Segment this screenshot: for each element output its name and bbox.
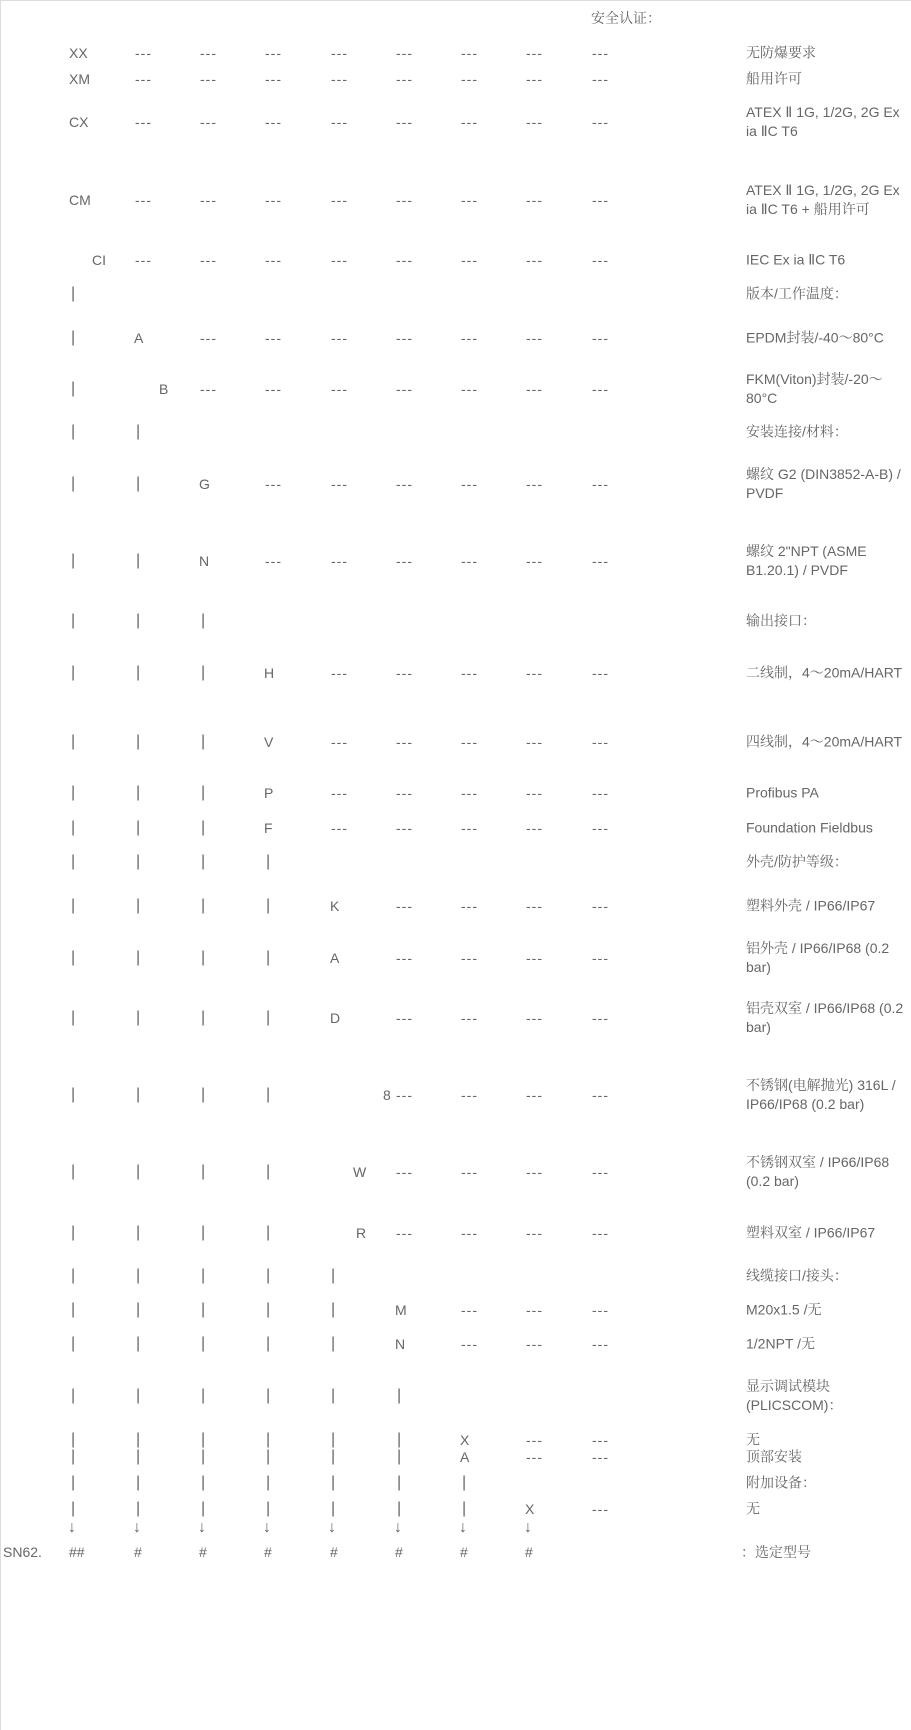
option-code: G [199,476,210,492]
placeholder-dash: --- [526,785,543,801]
placeholder-dash: --- [396,71,413,87]
connector-bar: | [71,1474,76,1491]
down-arrow-icon: ↓ [68,1519,76,1536]
option-code: B [159,381,169,397]
option-code: N [199,553,210,569]
connector-bar: | [266,1500,271,1517]
connector-bar: | [201,1500,206,1517]
placeholder-dash: --- [396,1010,413,1026]
placeholder-dash: --- [396,1225,413,1241]
placeholder-dash: --- [592,1336,609,1352]
connector-bar: | [266,1163,271,1180]
placeholder-dash: --- [592,1225,609,1241]
placeholder-dash: --- [592,1501,609,1517]
placeholder-dash: --- [592,1010,609,1026]
placeholder-dash: --- [331,71,348,87]
placeholder-dash: --- [461,71,478,87]
placeholder-dash: --- [461,820,478,836]
placeholder-dash: --- [200,192,217,208]
connector-bar: | [201,1431,206,1448]
placeholder-dash: --- [331,553,348,569]
option-description: 顶部安装 [746,1448,802,1465]
placeholder-dash: --- [461,476,478,492]
placeholder-dash: --- [461,665,478,681]
placeholder-dash: --- [331,45,348,61]
placeholder-dash: --- [265,71,282,87]
connector-bar: | [397,1387,402,1404]
placeholder-dash: --- [526,114,543,130]
placeholder-dash: --- [396,1087,413,1103]
code-placeholder: # [460,1544,468,1560]
placeholder-dash: --- [200,71,217,87]
connector-bar: | [266,1335,271,1352]
option-description: 铝壳双室 / IP66/IP68 (0.2 bar) [746,1000,904,1035]
connector-bar: | [201,1474,206,1491]
placeholder-dash: --- [135,252,152,268]
option-description: ATEX Ⅱ 1G, 1/2G, 2G Ex ia ⅡC T6 [746,104,900,139]
option-description: 铝外壳 / IP66/IP68 (0.2 bar) [746,940,890,975]
connector-bar: | [201,949,206,966]
section-heading: 安全认证： [591,10,661,26]
connector-bar: | [136,423,141,440]
option-description: 塑料双室 / IP66/IP67 [746,1224,876,1241]
down-arrow-icon: ↓ [459,1519,467,1536]
placeholder-dash: --- [461,898,478,914]
connector-bar: | [136,1335,141,1352]
connector-bar: | [71,819,76,836]
placeholder-dash: --- [331,665,348,681]
placeholder-dash: --- [526,665,543,681]
connector-bar: | [136,1267,141,1284]
connector-bar: | [71,1500,76,1517]
connector-bar: | [136,784,141,801]
placeholder-dash: --- [592,553,609,569]
connector-bar: | [397,1474,402,1491]
placeholder-dash: --- [461,1336,478,1352]
option-description: IEC Ex ia ⅡC T6 [746,251,846,268]
placeholder-dash: --- [461,252,478,268]
option-description: M20x1.5 /无 [746,1301,822,1318]
model-prefix: SN62. [3,1544,42,1560]
placeholder-dash: --- [526,45,543,61]
connector-bar: | [397,1448,402,1465]
placeholder-dash: --- [461,1010,478,1026]
option-description: 不锈钢(电解抛光) 316L / IP66/IP68 (0.2 bar) [746,1077,896,1112]
connector-bar: | [136,1431,141,1448]
connector-bar: | [71,1387,76,1404]
connector-bar: | [331,1500,336,1517]
connector-bar: | [201,1267,206,1284]
option-description: 四线制，4～20mA/HART [746,733,903,750]
connector-bar: | [266,897,271,914]
connector-bar: | [266,1301,271,1318]
placeholder-dash: --- [265,381,282,397]
placeholder-dash: --- [526,71,543,87]
placeholder-dash: --- [331,820,348,836]
connector-bar: | [266,949,271,966]
placeholder-dash: --- [200,114,217,130]
placeholder-dash: --- [592,785,609,801]
connector-bar: | [462,1500,467,1517]
connector-bar: | [136,897,141,914]
connector-bar: | [397,1431,402,1448]
placeholder-dash: --- [526,381,543,397]
placeholder-dash: --- [461,114,478,130]
option-code: X [460,1432,470,1448]
option-description: 二线制，4～20mA/HART [746,664,903,681]
connector-bar: | [201,1224,206,1241]
placeholder-dash: --- [526,476,543,492]
placeholder-dash: --- [592,950,609,966]
option-code: X [525,1501,535,1517]
placeholder-dash: --- [526,1302,543,1318]
code-placeholder: # [264,1544,272,1560]
placeholder-dash: --- [592,381,609,397]
option-code: CX [69,114,89,130]
placeholder-dash: --- [461,330,478,346]
code-placeholder: # [134,1544,142,1560]
down-arrow-icon: ↓ [263,1519,271,1536]
connector-bar: | [71,1431,76,1448]
connector-bar: | [201,784,206,801]
connector-bar: | [71,1448,76,1465]
option-description: FKM(Viton)封装/-20～80°C [746,371,883,406]
connector-bar: | [71,285,76,302]
connector-bar: | [71,1267,76,1284]
section-heading: 显示调试模块(PLICSCOM)： [746,1378,843,1413]
placeholder-dash: --- [526,1336,543,1352]
connector-bar: | [71,475,76,492]
connector-bar: | [136,1086,141,1103]
placeholder-dash: --- [461,1164,478,1180]
connector-bar: | [266,1431,271,1448]
placeholder-dash: --- [135,71,152,87]
option-code: CI [92,252,106,268]
connector-bar: | [136,612,141,629]
down-arrow-icon: ↓ [394,1519,402,1536]
placeholder-dash: --- [331,192,348,208]
placeholder-dash: --- [396,45,413,61]
placeholder-dash: --- [461,1225,478,1241]
option-description: 船用许可 [746,70,802,87]
connector-bar: | [71,423,76,440]
placeholder-dash: --- [461,553,478,569]
connector-bar: | [136,1009,141,1026]
connector-bar: | [136,1301,141,1318]
connector-bar: | [201,1301,206,1318]
connector-bar: | [136,1500,141,1517]
placeholder-dash: --- [265,553,282,569]
option-code: A [330,950,340,966]
connector-bar: | [136,853,141,870]
option-code: A [460,1449,470,1465]
connector-bar: | [71,853,76,870]
placeholder-dash: --- [265,476,282,492]
option-description: 无 [746,1500,760,1517]
section-heading: 外壳/防护等级： [746,853,848,870]
placeholder-dash: --- [265,45,282,61]
option-description: 1/2NPT /无 [746,1335,815,1352]
option-description: 无防爆要求 [746,44,816,61]
down-arrow-icon: ↓ [133,1519,141,1536]
down-arrow-icon: ↓ [198,1519,206,1536]
placeholder-dash: --- [592,1302,609,1318]
option-code: R [356,1225,367,1241]
placeholder-dash: --- [396,898,413,914]
option-description: Profibus PA [746,784,819,801]
connector-bar: | [201,897,206,914]
placeholder-dash: --- [331,381,348,397]
connector-bar: | [397,1500,402,1517]
placeholder-dash: --- [396,114,413,130]
section-heading: 附加设备： [746,1474,816,1491]
connector-bar: | [71,380,76,397]
option-code: F [264,820,273,836]
placeholder-dash: --- [396,1164,413,1180]
placeholder-dash: --- [135,45,152,61]
placeholder-dash: --- [265,330,282,346]
placeholder-dash: --- [592,734,609,750]
option-description: Foundation Fieldbus [746,819,873,836]
connector-bar: | [331,1267,336,1284]
placeholder-dash: --- [592,192,609,208]
code-placeholder: ## [69,1544,85,1560]
option-description: 螺纹 2"NPT (ASME B1.20.1) / PVDF [746,543,867,578]
connector-bar: | [201,853,206,870]
placeholder-dash: --- [526,1432,543,1448]
connector-bar: | [136,664,141,681]
placeholder-dash: --- [592,665,609,681]
section-heading: 版本/工作温度： [746,285,848,302]
placeholder-dash: --- [200,252,217,268]
placeholder-dash: --- [331,330,348,346]
placeholder-dash: --- [592,1449,609,1465]
option-code: A [134,330,144,346]
connector-bar: | [136,1387,141,1404]
connector-bar: | [201,1335,206,1352]
placeholder-dash: --- [526,1449,543,1465]
option-description: 不锈钢双室 / IP66/IP68 (0.2 bar) [746,1154,890,1189]
placeholder-dash: --- [396,476,413,492]
connector-bar: | [201,1163,206,1180]
option-code: V [264,734,274,750]
connector-bar: | [331,1474,336,1491]
option-code: XX [69,45,88,61]
placeholder-dash: --- [396,252,413,268]
option-code: CM [69,192,91,208]
placeholder-dash: --- [461,192,478,208]
connector-bar: | [71,329,76,346]
placeholder-dash: --- [592,252,609,268]
placeholder-dash: --- [592,1432,609,1448]
option-code: N [395,1336,406,1352]
placeholder-dash: --- [396,820,413,836]
placeholder-dash: --- [396,785,413,801]
connector-bar: | [71,664,76,681]
selected-model-label: ：选定型号 [741,1544,811,1560]
placeholder-dash: --- [526,898,543,914]
connector-bar: | [71,733,76,750]
down-arrow-icon: ↓ [524,1519,532,1536]
down-arrow-icon: ↓ [328,1519,336,1536]
option-code: W [353,1164,367,1180]
section-heading: 输出接口： [746,612,816,629]
placeholder-dash: --- [396,665,413,681]
connector-bar: | [331,1431,336,1448]
placeholder-dash: --- [396,553,413,569]
connector-bar: | [201,733,206,750]
code-placeholder: # [395,1544,403,1560]
option-description: 塑料外壳 / IP66/IP67 [746,897,876,914]
connector-bar: | [201,612,206,629]
placeholder-dash: --- [526,192,543,208]
connector-bar: | [266,1224,271,1241]
placeholder-dash: --- [592,71,609,87]
placeholder-dash: --- [592,820,609,836]
placeholder-dash: --- [331,785,348,801]
section-heading: 线缆接口/接头： [746,1267,848,1284]
connector-bar: | [71,1163,76,1180]
connector-bar: | [266,1009,271,1026]
placeholder-dash: --- [265,252,282,268]
placeholder-dash: --- [331,476,348,492]
connector-bar: | [71,552,76,569]
placeholder-dash: --- [331,114,348,130]
placeholder-dash: --- [265,114,282,130]
connector-bar: | [71,949,76,966]
connector-bar: | [136,1448,141,1465]
connector-bar: | [331,1301,336,1318]
code-placeholder: # [525,1544,533,1560]
placeholder-dash: --- [592,1087,609,1103]
connector-bar: | [136,1474,141,1491]
placeholder-dash: --- [396,192,413,208]
connector-bar: | [201,1387,206,1404]
placeholder-dash: --- [331,252,348,268]
placeholder-dash: --- [592,1164,609,1180]
placeholder-dash: --- [526,950,543,966]
placeholder-dash: --- [526,1164,543,1180]
connector-bar: | [136,552,141,569]
placeholder-dash: --- [461,381,478,397]
connector-bar: | [266,1448,271,1465]
placeholder-dash: --- [200,381,217,397]
connector-bar: | [71,1301,76,1318]
connector-bar: | [201,1009,206,1026]
connector-bar: | [266,1387,271,1404]
connector-bar: | [266,1474,271,1491]
connector-bar: | [71,1224,76,1241]
option-code: XM [69,71,90,87]
placeholder-dash: --- [461,1087,478,1103]
connector-bar: | [71,1335,76,1352]
connector-bar: | [266,1267,271,1284]
placeholder-dash: --- [526,734,543,750]
connector-bar: | [462,1474,467,1491]
option-description: EPDM封装/-40～80°C [746,329,884,346]
placeholder-dash: --- [592,898,609,914]
connector-bar: | [266,853,271,870]
placeholder-dash: --- [526,330,543,346]
placeholder-dash: --- [135,192,152,208]
connector-bar: | [136,733,141,750]
placeholder-dash: --- [461,785,478,801]
code-placeholder: # [330,1544,338,1560]
placeholder-dash: --- [396,330,413,346]
connector-bar: | [71,1086,76,1103]
connector-bar: | [71,897,76,914]
placeholder-dash: --- [526,553,543,569]
placeholder-dash: --- [396,950,413,966]
option-code: M [395,1302,407,1318]
connector-bar: | [201,1448,206,1465]
placeholder-dash: --- [396,734,413,750]
option-code: D [330,1010,341,1026]
connector-bar: | [136,819,141,836]
connector-bar: | [331,1335,336,1352]
connector-bar: | [136,475,141,492]
placeholder-dash: --- [461,45,478,61]
placeholder-dash: --- [592,330,609,346]
placeholder-dash: --- [592,476,609,492]
connector-bar: | [201,664,206,681]
option-code: 8 [383,1087,391,1103]
placeholder-dash: --- [592,45,609,61]
connector-bar: | [136,1163,141,1180]
placeholder-dash: --- [526,1087,543,1103]
placeholder-dash: --- [331,734,348,750]
connector-bar: | [331,1387,336,1404]
placeholder-dash: --- [200,330,217,346]
connector-bar: | [136,949,141,966]
connector-bar: | [136,1224,141,1241]
placeholder-dash: --- [461,1302,478,1318]
connector-bar: | [201,819,206,836]
placeholder-dash: --- [526,820,543,836]
placeholder-dash: --- [461,950,478,966]
placeholder-dash: --- [526,252,543,268]
placeholder-dash: --- [396,381,413,397]
connector-bar: | [71,784,76,801]
option-description: 螺纹 G2 (DIN3852-A-B) / PVDF [746,466,901,501]
option-description: ATEX Ⅱ 1G, 1/2G, 2G Ex ia ⅡC T6 + 船用许可 [746,182,900,217]
section-heading: 安装连接/材料： [746,423,848,440]
placeholder-dash: --- [526,1225,543,1241]
placeholder-dash: --- [526,1010,543,1026]
placeholder-dash: --- [592,114,609,130]
connector-bar: | [71,1009,76,1026]
connector-bar: | [71,612,76,629]
code-placeholder: # [199,1544,207,1560]
placeholder-dash: --- [200,45,217,61]
option-code: H [264,665,275,681]
option-code: K [330,898,340,914]
placeholder-dash: --- [461,734,478,750]
connector-bar: | [331,1448,336,1465]
connector-bar: | [266,1086,271,1103]
placeholder-dash: --- [265,192,282,208]
option-code: P [264,785,274,801]
connector-bar: | [201,1086,206,1103]
option-description: 无 [746,1431,760,1448]
placeholder-dash: --- [135,114,152,130]
